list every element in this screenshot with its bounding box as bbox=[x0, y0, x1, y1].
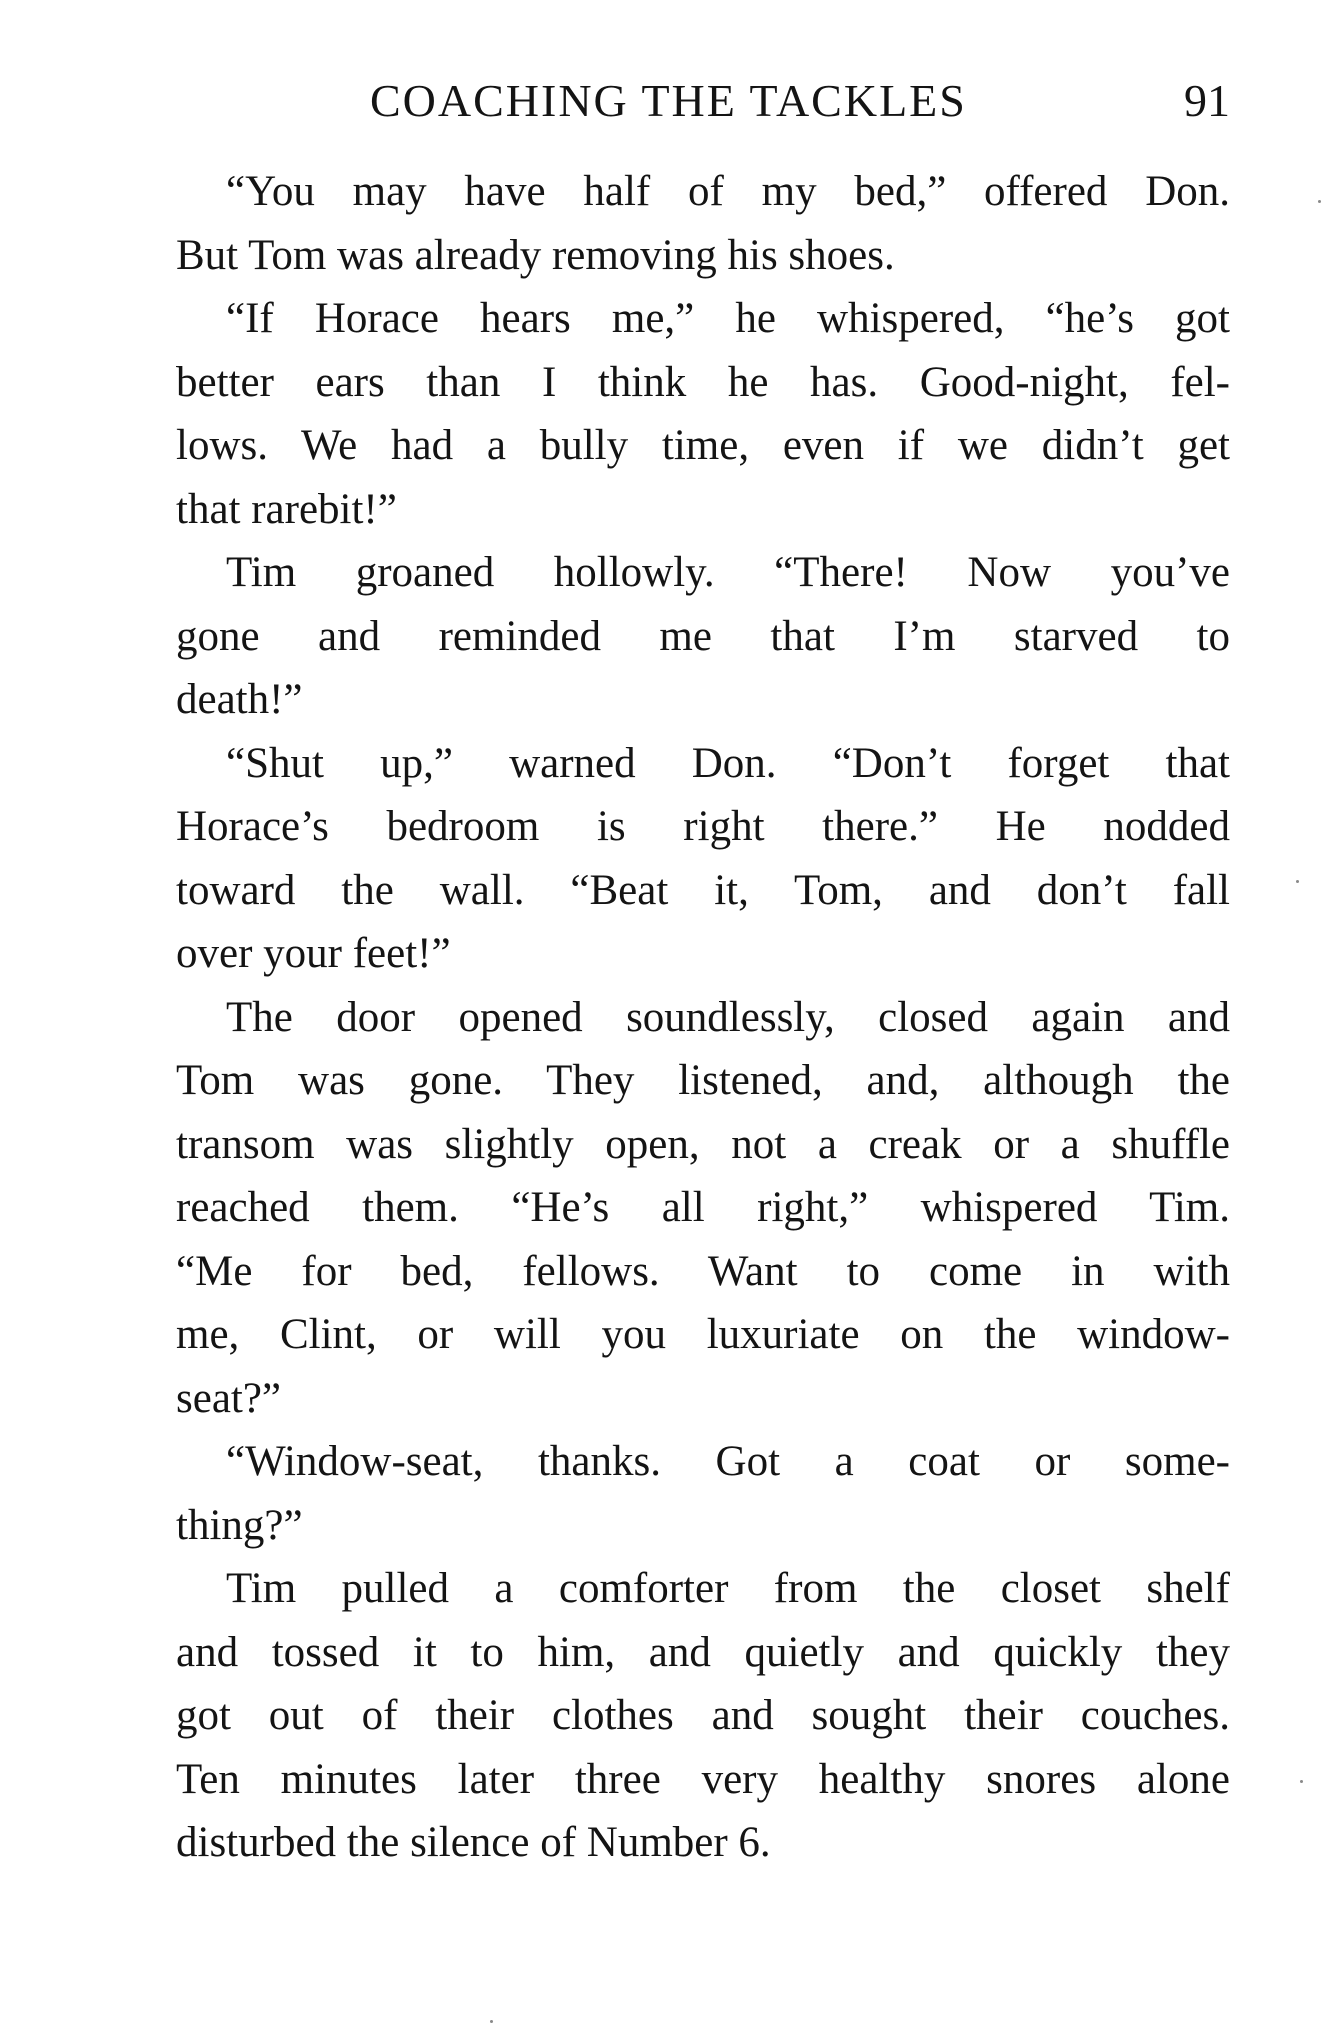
text-line: The door opened soundlessly, closed again and bbox=[226, 993, 1230, 1041]
text-line: Horace’s bedroom is right there.” He nodded bbox=[176, 803, 1230, 850]
text-line: “You may have half of my bed,” offered Don. bbox=[226, 168, 1230, 215]
scan-speck bbox=[1318, 200, 1321, 203]
text-line: death!” bbox=[176, 676, 303, 723]
text-line: thing?” bbox=[176, 1501, 303, 1549]
text-line: that rarebit!” bbox=[176, 485, 397, 533]
text-line: “Me for bed, fellows. Want to come in with bbox=[176, 1247, 1230, 1295]
text-line: reached them. “He’s all right,” whispered Tim. bbox=[176, 1184, 1230, 1231]
text-line: better ears than I think he has. Good-night, fel- bbox=[176, 358, 1230, 406]
text-line: Tim groaned hollowly. “There! Now you’ve bbox=[226, 549, 1230, 596]
text-line: gone and reminded me that I’m starved to bbox=[176, 612, 1230, 660]
page-number: 91 bbox=[1184, 75, 1230, 126]
text-line: seat?” bbox=[176, 1374, 282, 1422]
text-line: got out of their clothes and sought their couches. bbox=[176, 1692, 1230, 1739]
text-line: But Tom was already removing his shoes. bbox=[176, 231, 895, 279]
text-line: lows. We had a bully time, even if we didn’t get bbox=[176, 422, 1230, 469]
scan-speck bbox=[1300, 1780, 1303, 1783]
text-line: “Shut up,” warned Don. “Don’t forget that bbox=[226, 739, 1230, 787]
scan-speck bbox=[490, 2020, 493, 2023]
running-header bbox=[178, 68, 1230, 134]
text-line: Tom was gone. They listened, and, although the bbox=[176, 1057, 1230, 1104]
text-line: and tossed it to him, and quietly and quickly they bbox=[176, 1628, 1230, 1676]
text-line: Tim pulled a comforter from the closet shelf bbox=[226, 1565, 1230, 1612]
text-line: “If Horace hears me,” he whispered, “he’s got bbox=[226, 295, 1230, 342]
scan-speck bbox=[1296, 880, 1299, 883]
text-line: over your feet!” bbox=[176, 930, 451, 977]
text-line: transom was slightly open, not a creak or a shuffle bbox=[176, 1120, 1230, 1168]
chapter-title: COACHING THE TACKLES bbox=[370, 75, 967, 126]
text-line: Ten minutes later three very healthy snores alone bbox=[176, 1755, 1230, 1803]
body-text bbox=[176, 160, 1230, 1875]
text-line: “Window-seat, thanks. Got a coat or some- bbox=[226, 1438, 1230, 1485]
text-line: me, Clint, or will you luxuriate on the window- bbox=[176, 1311, 1230, 1358]
text-line: toward the wall. “Beat it, Tom, and don’t fall bbox=[176, 866, 1230, 914]
text-line: disturbed the silence of Number 6. bbox=[176, 1819, 771, 1866]
